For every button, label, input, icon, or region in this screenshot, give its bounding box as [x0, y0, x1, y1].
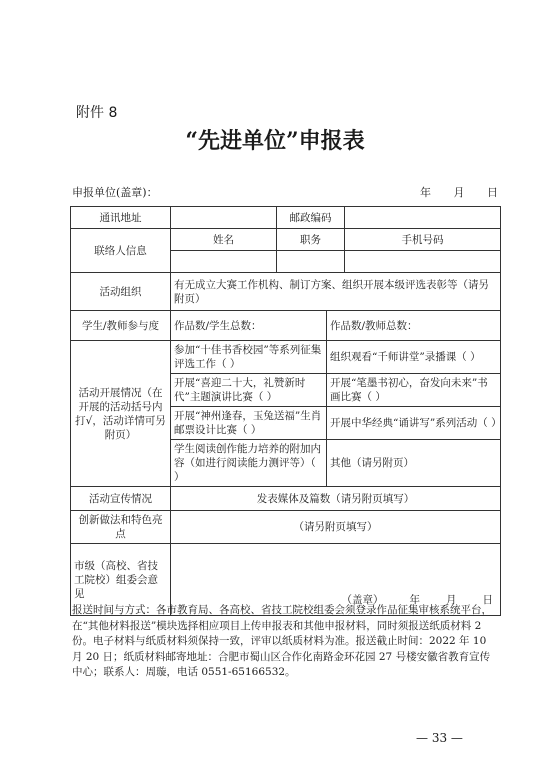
- postcode-label: 邮政编码: [277, 207, 345, 229]
- committee-label: 市级（高校、省技工院校）组委会意见: [71, 544, 171, 616]
- activity-item[interactable]: 其他（请另附页）: [327, 440, 501, 487]
- org-label: 活动组织: [71, 273, 171, 311]
- date-line: [420, 184, 498, 200]
- document-title: “先进单位”申报表: [185, 128, 365, 154]
- participation-label: 学生/教师参与度: [71, 311, 171, 341]
- phone-label: 手机号码: [345, 229, 501, 251]
- activity-item[interactable]: 开展“神州逢春，玉兔送福”生肖邮票设计比赛（ ）: [171, 407, 327, 440]
- day-label: 日: [487, 186, 498, 199]
- year-label: 年: [420, 186, 431, 199]
- phone-field[interactable]: [345, 251, 501, 273]
- activity-item[interactable]: 开展“笔墨书初心，奋发向未来”书画比赛（ ）: [327, 374, 501, 407]
- innovation-label: 创新做法和特色亮点: [71, 511, 171, 544]
- innovation-text[interactable]: （请另附页填写）: [171, 511, 501, 544]
- publicity-label: 活动宣传情况: [71, 487, 171, 511]
- teacher-count-field[interactable]: 作品数/教师总数：: [327, 311, 501, 341]
- month-label: 月: [453, 186, 465, 199]
- activities-label: 活动开展情况（在开展的活动括号内打√，活动详情可另附页）: [71, 341, 171, 487]
- position-label: 职务: [277, 229, 345, 251]
- seal-year: 年: [409, 594, 420, 606]
- org-text[interactable]: 有无成立大赛工作机构、制订方案、组织开展本级评选表彰等（请另附页）: [171, 273, 501, 311]
- seal-month: 月: [446, 594, 457, 606]
- activity-item[interactable]: 组织观看“千师讲堂”录播课（ ）: [327, 341, 501, 374]
- application-table: [70, 206, 501, 616]
- activity-item[interactable]: 参加“十佳书香校园”等系列征集评选工作（ ）: [171, 341, 327, 374]
- postcode-field[interactable]: [345, 207, 501, 229]
- seal-day: 日: [482, 594, 493, 606]
- publicity-text[interactable]: 发表媒体及篇数（请另附页填写）: [171, 487, 501, 511]
- activity-item[interactable]: 学生阅读创作能力培养的附加内容（如进行阅读能力测评等）（ ）: [171, 440, 327, 487]
- contact-label: 联络人信息: [71, 229, 171, 273]
- activity-item[interactable]: 开展中华经典“诵讲写”系列活动（ ）: [327, 407, 501, 440]
- address-field[interactable]: [171, 207, 277, 229]
- page-number: — 33 —: [416, 731, 463, 745]
- address-label: 通讯地址: [71, 207, 171, 229]
- name-label: 姓名: [171, 229, 277, 251]
- student-count-field[interactable]: 作品数/学生总数：: [171, 311, 327, 341]
- position-field[interactable]: [277, 251, 345, 273]
- name-field[interactable]: [171, 251, 277, 273]
- applicant-unit-label: 申报单位(盖章)：: [72, 186, 158, 199]
- submission-notes: 报送时间与方式：各市教育局、各高校、省技工院校组委会须登录作品征集审核系统平台，在“其他材料报送”模块选择相应项目上传申报表和其他申报材料，同时须报送纸质材料 2 份。电子材料与纸质材料须保持一致，评审以纸质材料为准。报送截止时间：2022 年 10 月 20 日；纸质材料邮寄地址：合肥市蜀山区合作化南路金环花园 27 号楼安徽省教育宣传中心；联系人：周璇，电话 0551-65166532。: [72, 604, 492, 678]
- activity-item[interactable]: 开展“喜迎二十大，礼赞新时代”主题演讲比赛（ ）: [171, 374, 327, 407]
- seal-label: （盖章）: [341, 594, 384, 606]
- attachment-label: 附件 8: [76, 105, 118, 121]
